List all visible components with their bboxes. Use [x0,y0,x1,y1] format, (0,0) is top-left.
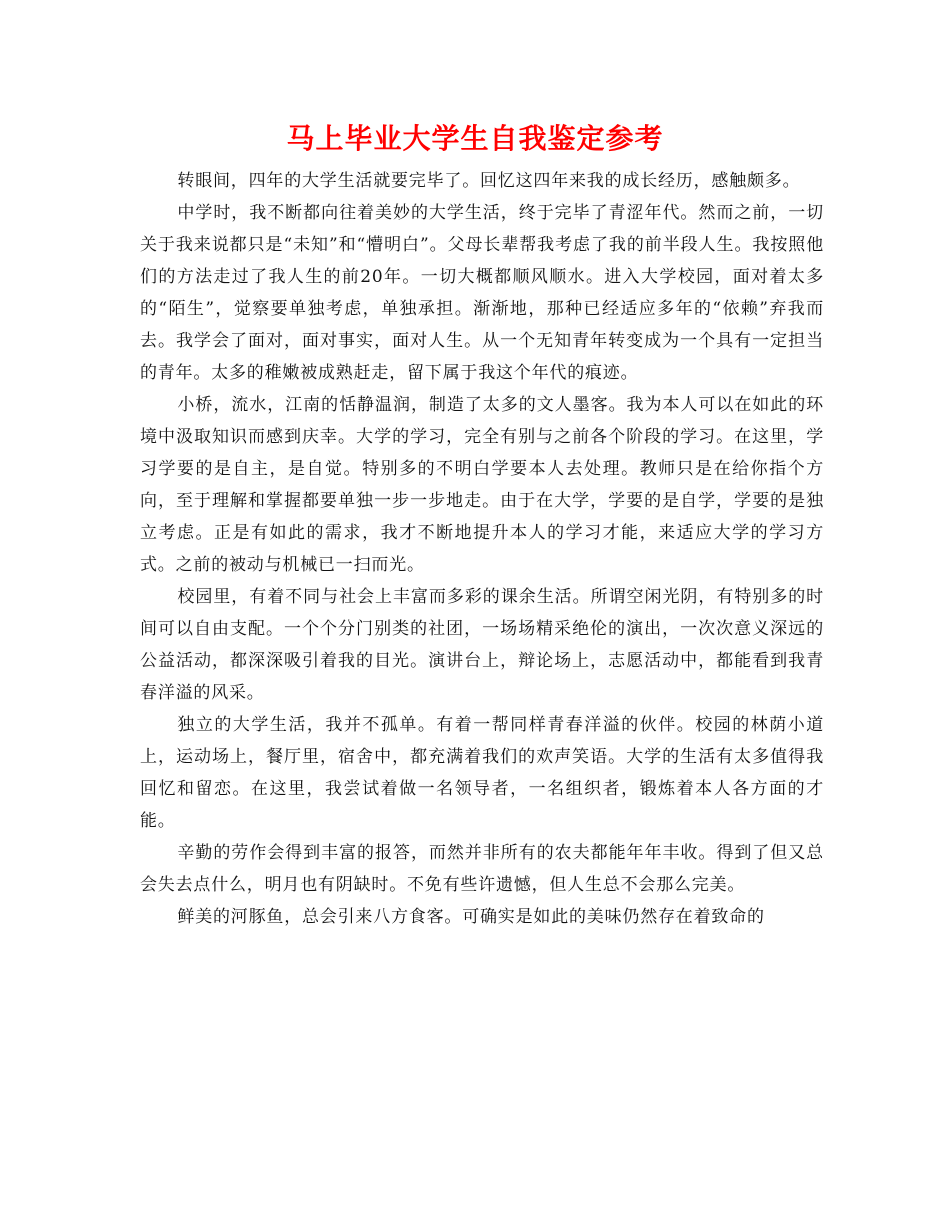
paragraph-3: 小桥，流水，江南的恬静温润，制造了太多的文人墨客。我为本人可以在如此的环境中汲取知识而感到庆幸。大学的学习，完全有别与之前各个阶段的学习。在这里，学习学要的是自主，是自觉。特别多的不明白学要本人去处理。教师只是在给你指个方向，至于理解和掌握都要单独一步一步地走。由于在大学，学要的是自学，学要的是独立考虑。正是有如此的需求，我才不断地提升本人的学习才能，来适应大学的学习方式。之前的被动与机械已一扫而光。 [140,395,824,575]
paragraph-5: 独立的大学生活，我并不孤单。有着一帮同样青春洋溢的伙伴。校园的林荫小道上，运动场上，餐厅里，宿舍中，都充满着我们的欢声笑语。大学的生活有太多值得我回忆和留恋。在这里，我尝试着做一名领导者，一名组织者，锻炼着本人各方面的才能。 [140,715,824,831]
paragraph-4: 校园里，有着不同与社会上丰富而多彩的课余生活。所谓空闲光阴，有特别多的时间可以自由支配。一个个分门别类的社团，一场场精采绝伦的演出，一次次意义深远的公益活动，都深深吸引着我的目光。演讲台上，辩论场上，志愿活动中，都能看到我青春洋溢的风采。 [140,587,824,703]
paragraph-2: 中学时，我不断都向往着美妙的大学生活，终于完毕了青涩年代。然而之前，一切关于我来说都只是“未知”和“懵明白”。父母长辈帮我考虑了我的前半段人生。我按照他们的方法走过了我人生的前20年。一切大概都顺风顺水。进入大学校园，面对着太多的“陌生”，觉察要单独考虑，单独承担。渐渐地，那种已经适应多年的“依赖”弃我而去。我学会了面对，面对事实，面对人生。从一个无知青年转变成为一个具有一定担当的青年。太多的稚嫩被成熟赶走，留下属于我这个年代的痕迹。 [140,203,824,383]
paragraph-6: 辛勤的劳作会得到丰富的报答，而然并非所有的农夫都能年年丰收。得到了但又总会失去点什么，明月也有阴缺时。不免有些许遗憾，但人生总不会那么完美。 [140,843,824,895]
document-title: 马上毕业大学生自我鉴定参考 [286,122,664,155]
paragraph-7: 鲜美的河豚鱼，总会引来八方食客。可确实是如此的美味仍然存在着致命的 [177,907,765,927]
paragraph-1: 转眼间，四年的大学生活就要完毕了。回忆这四年来我的成长经历，感触颇多。 [177,171,801,191]
document-body [140,165,824,933]
